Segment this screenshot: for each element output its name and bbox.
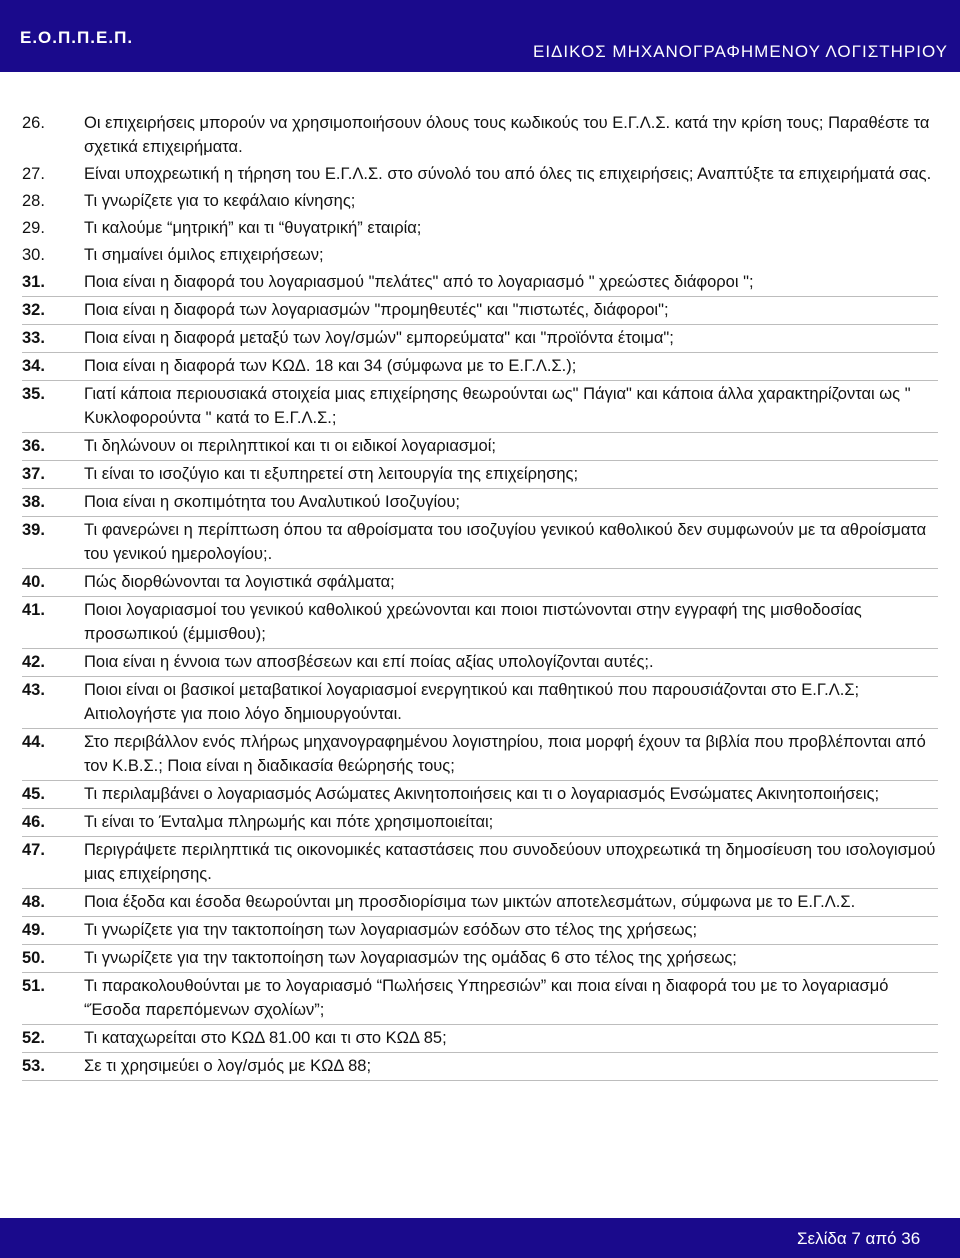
question-number: 34.	[22, 357, 45, 375]
question-text: Τι φανερώνει η περίπτωση όπου τα αθροίσματα του ισοζυγίου γενικού καθολικού δεν συμφωνούν με τα αθροίσματα του γενικού ημερολογίου;.	[84, 521, 927, 563]
question-text: Τι γνωρίζετε για την τακτοποίηση των λογαριασμών της ομάδας 6 στο τέλος της χρήσεως;	[84, 949, 737, 967]
header-org: Ε.Ο.Π.Π.Ε.Π.	[20, 28, 134, 47]
page-footer	[0, 1218, 960, 1258]
question-item	[22, 517, 938, 569]
question-number: 52.	[22, 1029, 45, 1047]
question-number: 39.	[22, 521, 45, 539]
question-number: 53.	[22, 1057, 45, 1075]
question-number: 42.	[22, 653, 45, 671]
question-item	[22, 597, 938, 649]
question-item	[22, 649, 938, 677]
question-number: 51.	[22, 977, 45, 995]
page-header	[0, 0, 960, 72]
question-text: Τι δηλώνουν οι περιληπτικοί και τι οι ειδικοί λογαριασμοί;	[84, 437, 496, 455]
question-number: 43.	[22, 681, 45, 699]
question-number: 44.	[22, 733, 45, 751]
question-number: 33.	[22, 329, 45, 347]
question-item	[22, 489, 938, 517]
question-number: 29.	[22, 219, 45, 237]
question-item	[22, 188, 938, 215]
question-item	[22, 242, 938, 269]
question-item	[22, 889, 938, 917]
question-number: 48.	[22, 893, 45, 911]
question-item	[22, 325, 938, 353]
question-item	[22, 677, 938, 729]
question-number: 36.	[22, 437, 45, 455]
question-item	[22, 917, 938, 945]
question-item	[22, 569, 938, 597]
question-item	[22, 353, 938, 381]
question-item	[22, 809, 938, 837]
question-item	[22, 461, 938, 489]
question-number: 37.	[22, 465, 45, 483]
question-number: 27.	[22, 165, 45, 183]
question-item	[22, 973, 938, 1025]
question-text: Πώς διορθώνονται τα λογιστικά σφάλματα;	[84, 573, 395, 591]
question-number: 28.	[22, 192, 45, 210]
question-text: Τι περιλαμβάνει ο λογαριασμός Ασώματες Ακινητοποιήσεις και τι ο λογαριασμός Ενσώματες Ακινητοποιήσεις;	[84, 785, 880, 803]
question-number: 41.	[22, 601, 45, 619]
question-text: Ποια έξοδα και έσοδα θεωρούνται μη προσδιορίσιμα των μικτών αποτελεσμάτων, σύμφωνα με το Ε.Γ.Λ.Σ.	[84, 893, 856, 911]
question-item	[22, 297, 938, 325]
question-number: 38.	[22, 493, 45, 511]
question-number: 31.	[22, 273, 45, 291]
question-number: 47.	[22, 841, 45, 859]
question-item	[22, 1025, 938, 1053]
question-text: Τι γνωρίζετε για την τακτοποίηση των λογαριασμών εσόδων στο τέλος της χρήσεως;	[84, 921, 698, 939]
question-text: Σε τι χρησιμεύει ο λογ/σμός με ΚΩΔ 88;	[84, 1057, 372, 1075]
question-list	[0, 110, 960, 1081]
question-text: Είναι υποχρεωτική η τήρηση του Ε.Γ.Λ.Σ. στο σύνολό του από όλες τις επιχειρήσεις; Αναπτύξτε τα επιχειρήματά σας.	[84, 165, 932, 183]
question-item	[22, 215, 938, 242]
question-item	[22, 945, 938, 973]
question-text: Ποια είναι η έννοια των αποσβέσεων και επί ποίας αξίας υπολογίζονται αυτές;.	[84, 653, 654, 671]
question-text: Ποια είναι η διαφορά των λογαριασμών "προμηθευτές" και "πιστωτές, διάφοροι";	[84, 301, 669, 319]
question-text: Ποια είναι η διαφορά μεταξύ των λογ/σμών" εμπορεύματα" και "προϊόντα έτοιμα";	[84, 329, 674, 347]
question-text: Τι είναι το Ένταλμα πληρωμής και πότε χρησιμοποιείται;	[84, 813, 494, 831]
question-text: Τι καλούμε “μητρική” και τι “θυγατρική” εταιρία;	[84, 219, 422, 237]
question-text: Περιγράψετε περιληπτικά τις οικονομικές καταστάσεις που συνοδεύουν υποχρεωτικά τη δημοσίευση του ισολογισμού μιας επιχείρησης.	[84, 841, 936, 883]
question-text: Τι είναι το ισοζύγιο και τι εξυπηρετεί στη λειτουργία της επιχείρησης;	[84, 465, 579, 483]
question-text: Τι σημαίνει όμιλος επιχειρήσεων;	[84, 246, 324, 264]
question-text: Ποια είναι η διαφορά των ΚΩΔ. 18 και 34 (σύμφωνα με το Ε.Γ.Λ.Σ.);	[84, 357, 577, 375]
header-title: ΕΙΔΙΚΟΣ ΜΗΧΑΝΟΓΡΑΦΗΜΕΝΟΥ ΛΟΓΙΣΤΗΡΙΟΥ	[533, 42, 948, 61]
question-item	[22, 729, 938, 781]
question-number: 26.	[22, 114, 45, 132]
question-text: Ποιοι είναι οι βασικοί μεταβατικοί λογαριασμοί ενεργητικού και παθητικού που παρουσιάζονται στο Ε.Γ.Λ.Σ; Αιτιολογήστε για ποιο λόγο δημιουργούνται.	[84, 681, 860, 723]
question-text: Ποια είναι η διαφορά του λογαριασμού "πελάτες" από το λογαριασμό " χρεώστες διάφοροι ";	[84, 273, 754, 291]
question-number: 30.	[22, 246, 45, 264]
question-number: 46.	[22, 813, 45, 831]
page-number: Σελίδα 7 από 36	[797, 1229, 921, 1248]
question-text: Τι καταχωρείται στο ΚΩΔ 81.00 και τι στο ΚΩΔ 85;	[84, 1029, 447, 1047]
question-number: 32.	[22, 301, 45, 319]
question-text: Γιατί κάποια περιουσιακά στοιχεία μιας επιχείρησης θεωρούνται ως" Πάγια" και κάποια άλλα χαρακτηρίζονται ως " Κυκλοφορούντα " κατά το Ε.Γ.Λ.Σ.;	[84, 385, 911, 427]
question-item	[22, 433, 938, 461]
question-text: Οι επιχειρήσεις μπορούν να χρησιμοποιήσουν όλους τους κωδικούς του Ε.Γ.Λ.Σ. κατά την κρίση τους; Παραθέστε τα σχετικά επιχειρήματα.	[84, 114, 930, 156]
question-number: 49.	[22, 921, 45, 939]
question-item	[22, 781, 938, 809]
question-item	[22, 161, 938, 188]
question-text: Στο περιβάλλον ενός πλήρως μηχανογραφημένου λογιστηρίου, ποια μορφή έχουν τα βιβλία που προβλέπονται από τον Κ.Β.Σ.; Ποια είναι η διαδικασία θεώρησής τους;	[84, 733, 926, 775]
question-item	[22, 837, 938, 889]
question-item	[22, 110, 938, 161]
question-text: Ποια είναι η σκοπιμότητα του Αναλυτικού Ισοζυγίου;	[84, 493, 460, 511]
question-number: 45.	[22, 785, 45, 803]
question-text: Τι γνωρίζετε για το κεφάλαιο κίνησης;	[84, 192, 356, 210]
question-number: 40.	[22, 573, 45, 591]
question-item	[22, 269, 938, 297]
question-item	[22, 381, 938, 433]
question-number: 50.	[22, 949, 45, 967]
question-number: 35.	[22, 385, 45, 403]
question-text: Τι παρακολουθούνται με το λογαριασμό “Πωλήσεις Υπηρεσιών” και ποια είναι η διαφορά του με το λογαριασμό “Έσοδα παρεπόμενων σχολίων”;	[84, 977, 889, 1019]
question-item	[22, 1053, 938, 1081]
question-text: Ποιοι λογαριασμοί του γενικού καθολικού χρεώνονται και ποιοι πιστώνονται στην εγγραφή της μισθοδοσίας προσωπικού (έμμισθου);	[84, 601, 862, 643]
